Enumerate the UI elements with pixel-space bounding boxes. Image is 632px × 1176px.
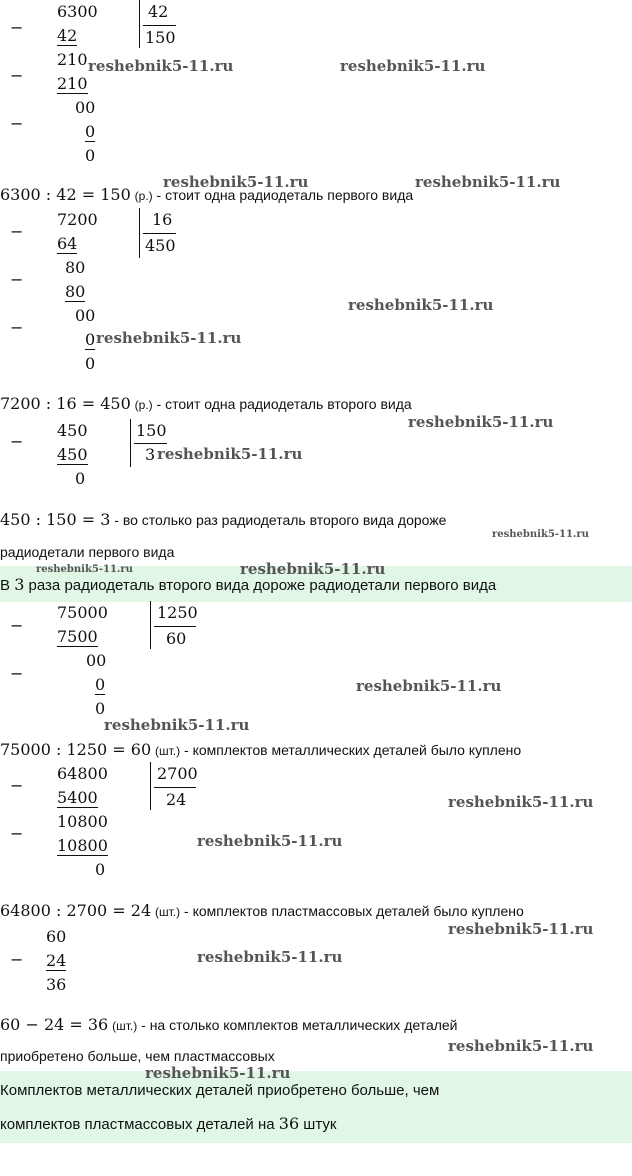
dividend: 6300 [57,2,98,21]
subtrahend: 450 [57,445,88,464]
watermark: reshebnik5-11.ru [96,329,242,347]
division-bar [150,601,151,649]
unit: (шт.) [112,1019,138,1033]
explanation: - во столько раз радиодеталь второго вида дороже [110,512,447,528]
remainder: 10800 [57,812,108,831]
division-line [154,787,196,788]
watermark: reshebnik5-11.ru [356,677,502,695]
answer-text [0,575,496,596]
dividend: 64800 [57,764,108,783]
subtrahend: 10800 [57,836,108,855]
divisor: 16 [152,210,173,229]
division-bar [150,762,151,810]
subtrahend: 0 [85,122,96,141]
equation: 6300 : 42 = 150 [0,185,131,204]
remainder: 00 [86,651,107,670]
dividend: 75000 [57,603,108,622]
watermark: reshebnik5-11.ru [448,793,594,811]
watermark: reshebnik5-11.ru [104,716,250,734]
equation: 75000 : 1250 = 60 [0,740,152,759]
answer-text [0,1114,336,1135]
answer-text-part: В [0,577,15,594]
watermark: reshebnik5-11.ru [197,832,343,850]
result-line-continued: радиодетали первого вида [0,544,175,560]
explanation: - на столько комплектов металлических деталей [137,1017,458,1033]
answer-number: 36 [278,1114,300,1133]
explanation: - стоит одна радиодеталь второго вида [152,396,412,412]
remainder: 00 [75,98,96,117]
difference: 36 [46,975,67,994]
minus-sign: − [10,222,24,241]
remainder: 0 [95,860,106,879]
result-line [0,394,412,415]
equation: 450 : 150 = 3 [0,510,111,529]
subtrahend: 64 [57,234,78,253]
remainder: 0 [95,699,106,718]
subtrahend: 0 [95,675,106,694]
watermark: reshebnik5-11.ru [348,296,494,314]
minus-sign: − [10,18,24,37]
unit: (р.) [134,189,153,203]
dividend: 7200 [57,210,98,229]
watermark: reshebnik5-11.ru [448,920,594,938]
quotient: 3 [145,445,156,464]
watermark: reshebnik5-11.ru [408,413,554,431]
subtrahend: 0 [85,330,96,349]
watermark: reshebnik5-11.ru [145,1064,291,1082]
answer-text: Комплектов металлических деталей приобретено больше, чем [0,1082,440,1099]
equation: 64800 : 2700 = 24 [0,901,152,920]
answer-text-part: раза радиодеталь второго вида дороже радиодетали первого вида [24,577,497,594]
quotient: 150 [145,28,176,47]
remainder: 80 [65,258,86,277]
division-line [143,25,176,26]
watermark: reshebnik5-11.ru [157,445,303,463]
result-line [0,510,446,530]
divisor: 150 [136,421,167,440]
division-line [134,443,167,444]
result-line [0,901,524,922]
minus-sign: − [10,616,24,635]
watermark: reshebnik5-11.ru [448,1037,594,1055]
minuend: 60 [46,927,67,946]
quotient: 450 [145,236,176,255]
division-bar [139,0,140,48]
result-line-continued: приобретено больше, чем пластмассовых [0,1048,275,1064]
subtrahend: 210 [57,74,88,93]
equation: 60 − 24 = 36 [0,1015,109,1034]
division-bar [139,208,140,258]
watermark: reshebnik5-11.ru [240,560,386,578]
remainder: 00 [75,306,96,325]
quotient: 60 [166,629,187,648]
minus-sign: − [10,432,24,451]
minus-sign: − [10,114,24,133]
subtrahend: 80 [65,282,86,301]
minus-sign: − [10,950,24,969]
watermark: reshebnik5-11.ru [415,173,561,191]
dividend: 450 [57,421,88,440]
watermark: reshebnik5-11.ru [492,529,589,540]
remainder: 210 [57,50,88,69]
watermark: reshebnik5-11.ru [163,173,309,191]
explanation: - стоит одна радиодеталь первого вида [152,187,414,203]
subtrahend: 42 [57,26,78,45]
minus-sign: − [10,776,24,795]
quotient: 24 [166,790,187,809]
minus-sign: − [10,664,24,683]
explanation: - комплектов пластмассовых деталей было куплено [180,903,524,919]
minus-sign: − [10,318,24,337]
division-bar [130,419,131,467]
remainder: 0 [85,354,96,373]
result-line [0,740,521,761]
unit: (шт.) [155,905,181,919]
result-line [0,1015,458,1036]
minus-sign: − [10,66,24,85]
subtrahend: 7500 [57,627,98,646]
equation: 7200 : 16 = 450 [0,394,131,413]
divisor: 42 [148,2,169,21]
remainder: 0 [85,146,96,165]
watermark: reshebnik5-11.ru [36,564,133,575]
divisor: 1250 [157,603,198,622]
divisor: 2700 [157,764,198,783]
watermark: reshebnik5-11.ru [340,57,486,75]
answer-number: 3 [14,575,25,594]
answer-text-part: комплектов пластмассовых деталей на [0,1116,279,1133]
explanation: - комплектов металлических деталей было куплено [180,742,522,758]
minus-sign: − [10,824,24,843]
watermark: reshebnik5-11.ru [88,57,234,75]
answer-text-part: штук [299,1116,337,1133]
remainder: 0 [75,469,86,488]
subtrahend: 5400 [57,788,98,807]
answer-box [0,1071,632,1143]
division-line [143,233,176,234]
division-line [154,626,196,627]
unit: (р.) [134,398,153,412]
minus-sign: − [10,270,24,289]
subtrahend: 24 [46,951,67,970]
unit: (шт.) [155,744,181,758]
watermark: reshebnik5-11.ru [197,948,343,966]
